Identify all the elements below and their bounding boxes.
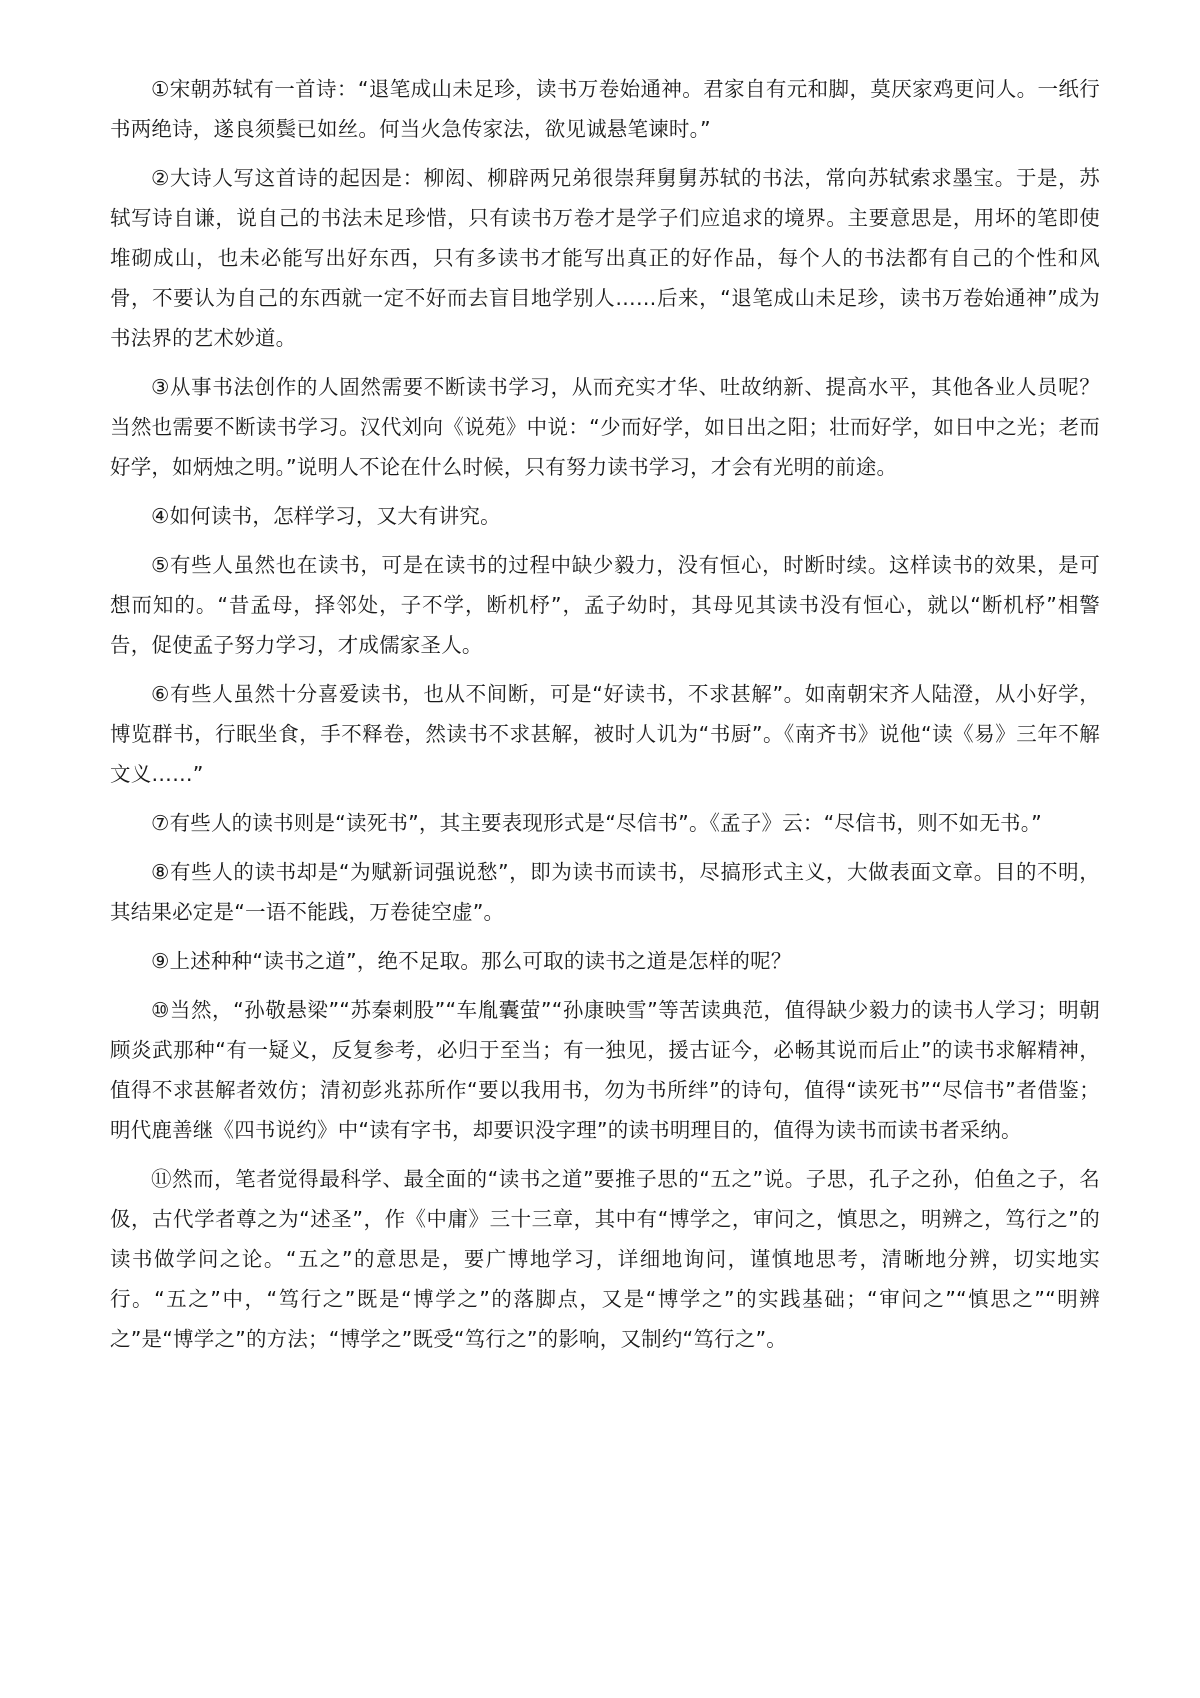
paragraph-4: ④如何读书，怎样学习，又大有讲究。 [151,504,501,528]
paragraph-3: ③从事书法创作的人固然需要不断读书学习，从而充实才华、吐故纳新、提高水平，其他各业人员呢？当然也需要不断读书学习。汉代刘向《说苑》中说：“少而好学，如日出之阳；壮而好学，如日中之光；老而好学，如炳烛之明。”说明人不论在什么时候，只有努力读书学习，才会有光明的前途。 [110,375,1100,479]
paragraph-8: ⑧有些人的读书却是“为赋新词强说愁”，即为读书而读书，尽搞形式主义，大做表面文章。目的不明，其结果必定是“一语不能践，万卷徒空虚”。 [110,860,1100,924]
paragraph-11: ⑪然而，笔者觉得最科学、最全面的“读书之道”要推子思的“五之”说。子思，孔子之孙，伯鱼之子，名伋，古代学者尊之为“述圣”，作《中庸》三十三章，其中有“博学之，审问之，慎思之，明辨之，笃行之”的读书做学问之论。“五之”的意思是，要广博地学习，详细地询问，谨慎地思考，清晰地分辨，切实地实行。“五之”中，“笃行之”既是“博学之”的落脚点，又是“博学之”的实践基础；“审问之”“慎思之”“明辨之”是“博学之”的方法；“博学之”既受“笃行之”的影响，又制约“笃行之”。 [110,1167,1100,1351]
paragraph-1: ①宋朝苏轼有一首诗：“退笔成山未足珍，读书万卷始通神。君家自有元和脚，莫厌家鸡更问人。一纸行书两绝诗，遂良须鬓已如丝。何当火急传家法，欲见诚悬笔谏时。” [110,77,1100,141]
paragraph-9: ⑨上述种种“读书之道”，绝不足取。那么可取的读书之道是怎样的呢？ [151,949,792,973]
paragraph-5: ⑤有些人虽然也在读书，可是在读书的过程中缺少毅力，没有恒心，时断时续。这样读书的效果，是可想而知的。“昔孟母，择邻处，子不学，断机杼”，孟子幼时，其母见其读书没有恒心，就以“断机杼”相警告，促使孟子努力学习，才成儒家圣人。 [110,553,1100,657]
paragraph-10: ⑩当然，“孙敬悬梁”“苏秦刺股”“车胤囊萤”“孙康映雪”等苦读典范，值得缺少毅力的读书人学习；明朝顾炎武那种“有一疑义，反复参考，必归于至当；有一独见，援古证今，必畅其说而后止”的读书求解精神，值得不求甚解者效仿；清初彭兆荪所作“要以我用书，勿为书所绊”的诗句，值得“读死书”“尽信书”者借鉴；明代鹿善继《四书说约》中“读有字书，却要识没字理”的读书明理目的，值得为读书而读书者采纳。 [110,998,1100,1142]
paragraph-6: ⑥有些人虽然十分喜爱读书，也从不间断，可是“好读书，不求甚解”。如南朝宋齐人陆澄，从小好学，博览群书，行眠坐食，手不释卷，然读书不求甚解，被时人讥为“书厨”。《南齐书》说他“读《易》三年不解文义……” [110,682,1100,786]
paragraph-7: ⑦有些人的读书则是“读死书”，其主要表现形式是“尽信书”。《孟子》云：“尽信书，则不如无书。” [151,811,1042,835]
paragraph-2: ②大诗人写这首诗的起因是：柳闳、柳辟两兄弟很崇拜舅舅苏轼的书法，常向苏轼索求墨宝。于是，苏轼写诗自谦，说自己的书法未足珍惜，只有读书万卷才是学子们应追求的境界。主要意思是，用坏的笔即使堆砌成山，也未必能写出好东西，只有多读书才能写出真正的好作品，每个人的书法都有自己的个性和风骨，不要认为自己的东西就一定不好而去盲目地学别人……后来，“退笔成山未足珍，读书万卷始通神”成为书法界的艺术妙道。 [110,166,1100,350]
